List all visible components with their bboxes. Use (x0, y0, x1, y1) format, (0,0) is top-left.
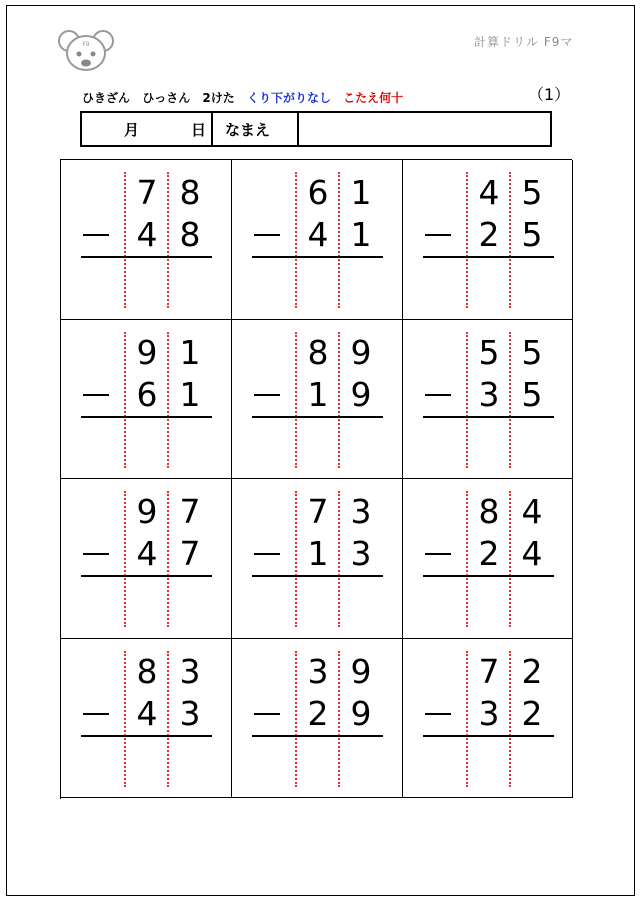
top-ones-digit: 3 (179, 652, 201, 691)
answer-line (252, 256, 383, 258)
guide-line-tens (124, 651, 126, 787)
name-field[interactable] (299, 113, 550, 145)
minus-sign (254, 553, 280, 555)
problem-cell[interactable] (232, 639, 403, 798)
problem-cell[interactable] (403, 160, 573, 320)
bottom-ones-digit: 2 (521, 694, 543, 733)
bottom-tens-digit: 4 (136, 534, 158, 573)
bottom-tens-digit: 4 (307, 215, 329, 254)
bottom-ones-digit: 9 (350, 694, 372, 733)
minus-sign (83, 234, 109, 236)
bottom-ones-digit: 4 (521, 534, 543, 573)
bottom-ones-digit: 1 (179, 375, 201, 414)
minus-sign (254, 234, 280, 236)
guide-line-tens (124, 172, 126, 308)
problem-cell[interactable] (232, 320, 403, 479)
bottom-ones-digit: 3 (350, 534, 372, 573)
top-tens-digit: 6 (307, 173, 329, 212)
problem-cell[interactable] (61, 320, 232, 479)
month-label: 月 (124, 120, 140, 139)
guide-line-tens (466, 651, 468, 787)
bottom-tens-digit: 3 (478, 694, 500, 733)
top-ones-digit: 9 (350, 652, 372, 691)
day-label: 日 (191, 120, 207, 139)
answer-line (423, 735, 554, 737)
minus-sign (425, 553, 451, 555)
guide-line-ones (167, 332, 169, 468)
bottom-ones-digit: 7 (179, 534, 201, 573)
top-ones-digit: 1 (179, 333, 201, 372)
problem-cell[interactable] (403, 320, 573, 479)
problem-cell[interactable] (403, 479, 573, 639)
answer-line (252, 735, 383, 737)
bottom-tens-digit: 1 (307, 534, 329, 573)
guide-line-tens (295, 332, 297, 468)
minus-sign (254, 713, 280, 715)
guide-line-tens (295, 491, 297, 627)
top-tens-digit: 7 (478, 652, 500, 691)
bottom-tens-digit: 2 (478, 215, 500, 254)
top-ones-digit: 1 (350, 173, 372, 212)
bottom-ones-digit: 5 (521, 375, 543, 414)
bottom-ones-digit: 1 (350, 215, 372, 254)
top-tens-digit: 7 (307, 492, 329, 531)
top-ones-digit: 2 (521, 652, 543, 691)
answer-line (423, 416, 554, 418)
top-tens-digit: 9 (136, 492, 158, 531)
guide-line-ones (509, 172, 511, 308)
title-part-answer-tens: こたえ何十 (343, 91, 404, 105)
guide-line-tens (295, 651, 297, 787)
guide-line-tens (295, 172, 297, 308)
problem-cell[interactable] (61, 639, 232, 798)
bottom-tens-digit: 4 (136, 694, 158, 733)
guide-line-ones (338, 332, 340, 468)
problem-cell[interactable] (232, 479, 403, 639)
top-ones-digit: 5 (521, 333, 543, 372)
answer-line (423, 256, 554, 258)
date-field[interactable] (82, 113, 213, 145)
top-ones-digit: 7 (179, 492, 201, 531)
answer-line (81, 735, 212, 737)
bottom-tens-digit: 3 (478, 375, 500, 414)
bottom-ones-digit: 3 (179, 694, 201, 733)
minus-sign (83, 553, 109, 555)
bottom-tens-digit: 6 (136, 375, 158, 414)
worksheet-title (82, 89, 411, 106)
guide-line-ones (167, 172, 169, 308)
guide-line-ones (338, 491, 340, 627)
answer-line (252, 575, 383, 577)
title-part: 2けた (202, 91, 235, 105)
top-tens-digit: 8 (307, 333, 329, 372)
guide-line-tens (466, 332, 468, 468)
bottom-ones-digit: 8 (179, 215, 201, 254)
name-label: なまえ (213, 113, 299, 145)
problem-cell[interactable] (61, 479, 232, 639)
top-tens-digit: 3 (307, 652, 329, 691)
guide-line-ones (338, 651, 340, 787)
sheet-number: （1） (528, 85, 571, 104)
bottom-ones-digit: 9 (350, 375, 372, 414)
guide-line-ones (338, 172, 340, 308)
guide-line-ones (509, 651, 511, 787)
minus-sign (83, 394, 109, 396)
guide-line-ones (509, 491, 511, 627)
mouse-logo-icon (58, 28, 114, 74)
top-tens-digit: 8 (478, 492, 500, 531)
guide-line-tens (124, 332, 126, 468)
problem-cell[interactable] (61, 160, 232, 320)
answer-line (81, 256, 212, 258)
title-part: ひっさん (142, 91, 191, 105)
problem-cell[interactable] (403, 639, 573, 798)
top-ones-digit: 8 (179, 173, 201, 212)
name-date-box (80, 111, 552, 147)
top-tens-digit: 7 (136, 173, 158, 212)
top-ones-digit: 3 (350, 492, 372, 531)
title-part-no-borrow: くり下がりなし (246, 91, 331, 105)
bottom-tens-digit: 2 (478, 534, 500, 573)
bottom-ones-digit: 5 (521, 215, 543, 254)
minus-sign (425, 713, 451, 715)
minus-sign (254, 394, 280, 396)
top-ones-digit: 9 (350, 333, 372, 372)
bottom-tens-digit: 1 (307, 375, 329, 414)
answer-line (423, 575, 554, 577)
guide-line-tens (466, 172, 468, 308)
bottom-tens-digit: 2 (307, 694, 329, 733)
answer-line (81, 575, 212, 577)
svg-text:F9: F9 (82, 41, 90, 48)
top-tens-digit: 8 (136, 652, 158, 691)
answer-line (81, 416, 212, 418)
top-tens-digit: 9 (136, 333, 158, 372)
top-tens-digit: 5 (478, 333, 500, 372)
minus-sign (83, 713, 109, 715)
title-part: ひきざん (82, 91, 131, 105)
minus-sign (425, 394, 451, 396)
top-ones-digit: 4 (521, 492, 543, 531)
guide-line-ones (509, 332, 511, 468)
problem-cell[interactable] (232, 160, 403, 320)
guide-line-ones (167, 651, 169, 787)
problem-grid (60, 159, 572, 799)
bottom-tens-digit: 4 (136, 215, 158, 254)
top-tens-digit: 4 (478, 173, 500, 212)
minus-sign (425, 234, 451, 236)
brand-text: 計算ドリル F9マ (474, 35, 574, 49)
answer-line (252, 416, 383, 418)
guide-line-ones (167, 491, 169, 627)
top-ones-digit: 5 (521, 173, 543, 212)
guide-line-tens (466, 491, 468, 627)
guide-line-tens (124, 491, 126, 627)
